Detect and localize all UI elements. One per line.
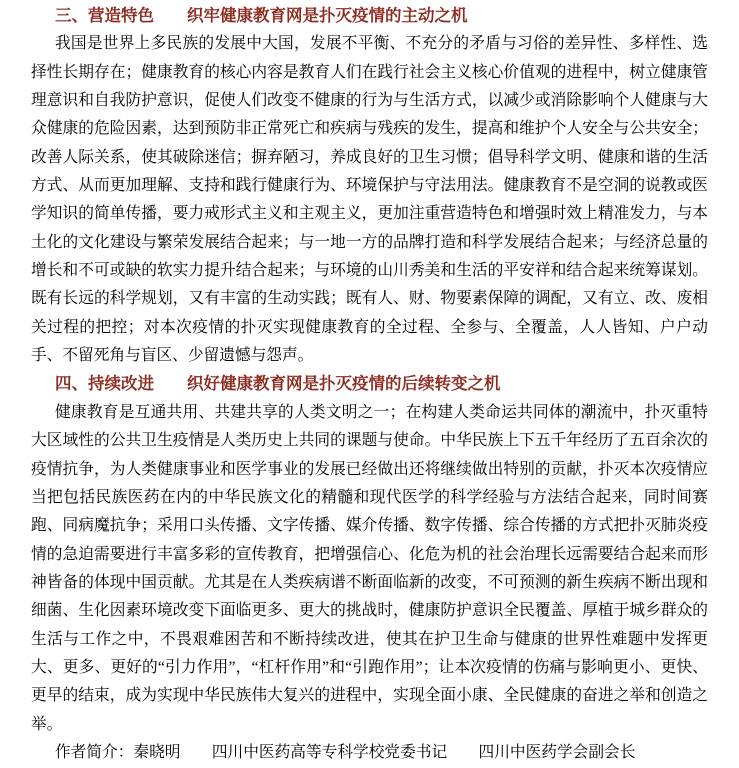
section-4-heading: 四、持续改进 织好健康教育网是扑灭疫情的后续转变之机 — [55, 374, 501, 394]
section-3-paragraph: 我国是世界上多民族的发展中大国，发展不平衡、不充分的矛盾与习俗的差异性、多样性、选择性长期存在；健康教育的核心内容是教育人们在践行社会主义核心价值观的进程中，树立健康管理意识和自我防护意识，促使人们改变不健康的行为与生活方式，以减少或消除影响个人健康与大众健康的危险因素，达到预防非正常死亡和疾病与残疾的发生，提高和维护个人安全与公共安全；改善人际关系，使其破除迷信；摒弃陋习，养成良好的卫生习惯；倡导科学文明、健康和谐的生活方式、从而更加理解、支持和践行健康行为、环境保护与守法用法。健康教育不是空洞的说教或医学知识的简单传播，要力戒形式主义和主观主义，更加注重营造特色和增强时效上精准发力，与本土化的文化建设与繁荣发展结合起来；与一地一方的品牌打造和科学发展结合起来；与经济总量的增长和不可或缺的软实力提升结合起来；与环境的山川秀美和生活的平安祥和结合起来统筹谋划。既有长远的科学规划，又有丰富的生动实践；既有人、财、物要素保障的调配，又有立、改、废相关过程的把控；对本次疫情的扑灭实现健康教育的全过程、全参与、全覆盖，人人皆知、户户动手、不留死角与盲区、少留遗憾与怨声。 — [31, 35, 708, 365]
section-4-paragraph: 健康教育是互通共用、共建共享的人类文明之一；在构建人类命运共同体的潮流中，扑灭重特大区域性的公共卫生疫情是人类历史上共同的课题与使命。中华民族上下五千年经历了五百余次的疫情抗争，为人类健康事业和医学事业的发展已经做出还将继续做出特别的贡献，扑灭本次疫情应当把包括民族医药在内的中华民族文化的精髓和现代医学的科学经验与方法结合起来，同时间赛跑、同病魔抗争；采用口头传播、文字传播、媒介传播、数字传播、综合传播的方式把扑灭肺炎疫情的急迫需要进行丰富多彩的宣传教育，把增强信心、化危为机的社会治理长远需要结合起来而形神皆备的体现中国贡献。尤其是在人类疾病谱不断面临新的改变，不可预测的新生疾病不断出现和细菌、生化因素环境改变下面临更多、更大的挑战时，健康防护意识全民覆盖、厚植于城乡群众的生活与工作之中，不畏艰难困苦和不断持续改进，使其在护卫生命与健康的世界性难题中发挥更大、更多、更好的“引力作用”，“杠杆作用”和“引跑作用”；让本次疫情的伤痛与影响更小、更快、更早的结束，成为实现中华民族伟大复兴的进程中，实现全面小康、全民健康的奋进之举和创造之举。 — [31, 403, 708, 733]
section-3-heading: 三、营造特色 织牢健康教育网是扑灭疫情的主动之机 — [55, 6, 468, 25]
author-bio-line: 作者简介：秦晓明 四川中医药高等专科学校党委书记 四川中医药学会副会长 — [55, 743, 636, 761]
